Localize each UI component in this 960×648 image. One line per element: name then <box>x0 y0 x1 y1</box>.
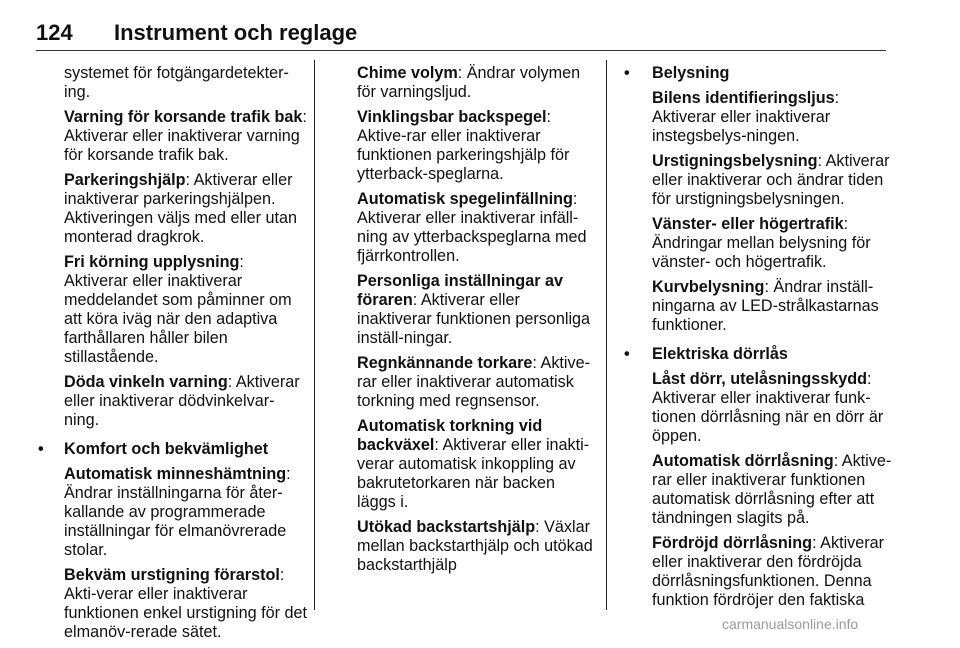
section-heading: Komfort och bekvämlighet <box>64 440 269 458</box>
setting-term: Personliga inställningar av föraren <box>357 272 564 309</box>
setting-desc: : Aktiverar eller inaktiverar varning för korsande trafik bak. <box>64 108 307 164</box>
setting-desc: : Aktiverar eller inaktiverar dödvinkelvar-ning. <box>64 373 300 429</box>
column-divider <box>606 60 607 610</box>
setting-term: Automatisk spegelinfällning <box>357 190 573 208</box>
setting-desc: : Akti-verar eller inaktiverar funktionen enkel urstigning för det elmanöv-rerade sätet. <box>64 566 307 641</box>
watermark-text: carmanualsonline.info <box>722 616 859 632</box>
section-heading: Elektriska dörrlås <box>652 345 788 363</box>
column-3 <box>622 64 892 616</box>
setting-term: Automatisk torkning vid backväxel <box>357 417 543 454</box>
bullet-dot-icon: • <box>38 440 44 458</box>
setting-desc: : Aktiverar eller inakti-verar automatisk inkoppling av bakrutetorkaren när backen läggs i. <box>357 436 590 511</box>
column-2 <box>357 64 597 581</box>
setting-term: Fördröjd dörrlåsning <box>652 534 813 552</box>
setting-term: Vänster- eller högertrafik <box>652 215 844 233</box>
setting-desc: : Aktiverar eller inaktiverar funk-tionen dörrlåsning när en dörr är öppen. <box>652 370 884 445</box>
setting-entry <box>357 272 597 348</box>
bullet-dot-icon: • <box>624 345 630 363</box>
setting-entry <box>357 518 597 575</box>
setting-desc: : Aktive-rar eller inaktiverar automatisk torkning med regnsensor. <box>357 354 590 410</box>
setting-desc: : Aktiverar eller inaktiverar och ändrar tiden för urstigningsbelysningen. <box>652 152 890 208</box>
bullet-dot-icon: • <box>624 64 630 82</box>
header-rule <box>36 50 886 51</box>
setting-desc: : Aktiverar eller inaktiverar infäll-ning av ytterbackspeglarna med fjärrkontrollen. <box>357 190 587 265</box>
setting-entry <box>64 566 308 642</box>
setting-entry <box>64 253 308 367</box>
setting-desc: : Ändringar mellan belysning för vänster- och högertrafik. <box>652 215 871 271</box>
setting-term: Bekväm urstigning förarstol <box>64 566 280 584</box>
setting-entry <box>652 534 892 610</box>
column-1 <box>36 64 308 648</box>
setting-entry <box>357 190 597 266</box>
section-bullet <box>622 345 892 364</box>
setting-term: Döda vinkeln varning <box>64 373 228 391</box>
setting-term: Vinklingsbar backspegel <box>357 108 547 126</box>
setting-entry <box>64 373 308 430</box>
intro-text: systemet för fotgängardetekter-ing. <box>64 64 289 101</box>
setting-entry <box>652 370 892 446</box>
setting-term: Kurvbelysning <box>652 278 765 296</box>
setting-desc: : Aktive-rar eller inaktiverar funktionen automatisk dörrlåsning efter att tändningen slagits på. <box>652 452 892 527</box>
setting-term: Fri körning upplysning <box>64 253 240 271</box>
section-heading: Belysning <box>652 64 730 82</box>
setting-term: Parkeringshjälp <box>64 171 186 189</box>
setting-term: Automatisk dörrlåsning <box>652 452 834 470</box>
setting-desc: : Aktiverar eller inaktiverar instegsbelys-ningen. <box>652 89 840 145</box>
setting-desc: : Aktive-rar eller inaktiverar funktionen parkeringshjälp för ytterback-speglarna. <box>357 108 570 183</box>
setting-entry <box>64 108 308 165</box>
setting-term: Chime volym <box>357 64 458 82</box>
setting-term: Utökad backstartshjälp <box>357 518 536 536</box>
setting-entry <box>357 417 597 512</box>
setting-entry <box>357 64 597 102</box>
setting-desc: : Ändrar inställ-ningarna av LED-strålkastarnas funktioner. <box>652 278 879 334</box>
setting-term: Bilens identifieringsljus <box>652 89 835 107</box>
setting-entry <box>64 171 308 247</box>
setting-term: Varning för korsande trafik bak <box>64 108 303 126</box>
setting-term: Automatisk minneshämtning <box>64 465 287 483</box>
setting-entry <box>652 452 892 528</box>
setting-desc: : Aktiverar eller inaktiverar meddelandet som påminner om att köra iväg när den adaptiva farthållaren håller bilen stillastående. <box>64 253 292 366</box>
setting-entry <box>652 278 892 335</box>
setting-term: Låst dörr, utelåsningsskydd <box>652 370 867 388</box>
setting-desc: : Aktiverar eller inaktiverar parkeringshjälpen. Aktiveringen väljs med eller utan monterad dragkrok. <box>64 171 298 246</box>
page-number: 124 <box>36 20 73 45</box>
setting-term: Regnkännande torkare <box>357 354 533 372</box>
page-title: Instrument och reglage <box>114 20 358 45</box>
setting-entry <box>652 89 892 146</box>
setting-entry <box>357 108 597 184</box>
section-bullet <box>622 64 892 83</box>
column-divider <box>314 60 315 610</box>
setting-entry <box>652 152 892 209</box>
section-bullet <box>36 440 308 459</box>
setting-entry <box>64 465 308 560</box>
setting-desc: : Ändrar volymen för varningsljud. <box>357 64 581 101</box>
setting-desc: : Aktiverar eller inaktiverar den fördröjda dörrlåsningsfunktionen. Denna funktion fördröjer den faktiska <box>652 534 885 609</box>
setting-desc: : Ändrar inställningarna för åter-kallande av programmerade inställningar för elmanövrerade stolar. <box>64 465 291 559</box>
setting-term: Urstigningsbelysning <box>652 152 818 170</box>
setting-desc: : Aktiverar eller inaktiverar funktionen personliga inställ-ningar. <box>357 291 591 347</box>
setting-desc: : Växlar mellan backstarthjälp och utökad backstarthjälp <box>357 518 593 574</box>
setting-entry <box>652 215 892 272</box>
setting-entry <box>357 354 597 411</box>
